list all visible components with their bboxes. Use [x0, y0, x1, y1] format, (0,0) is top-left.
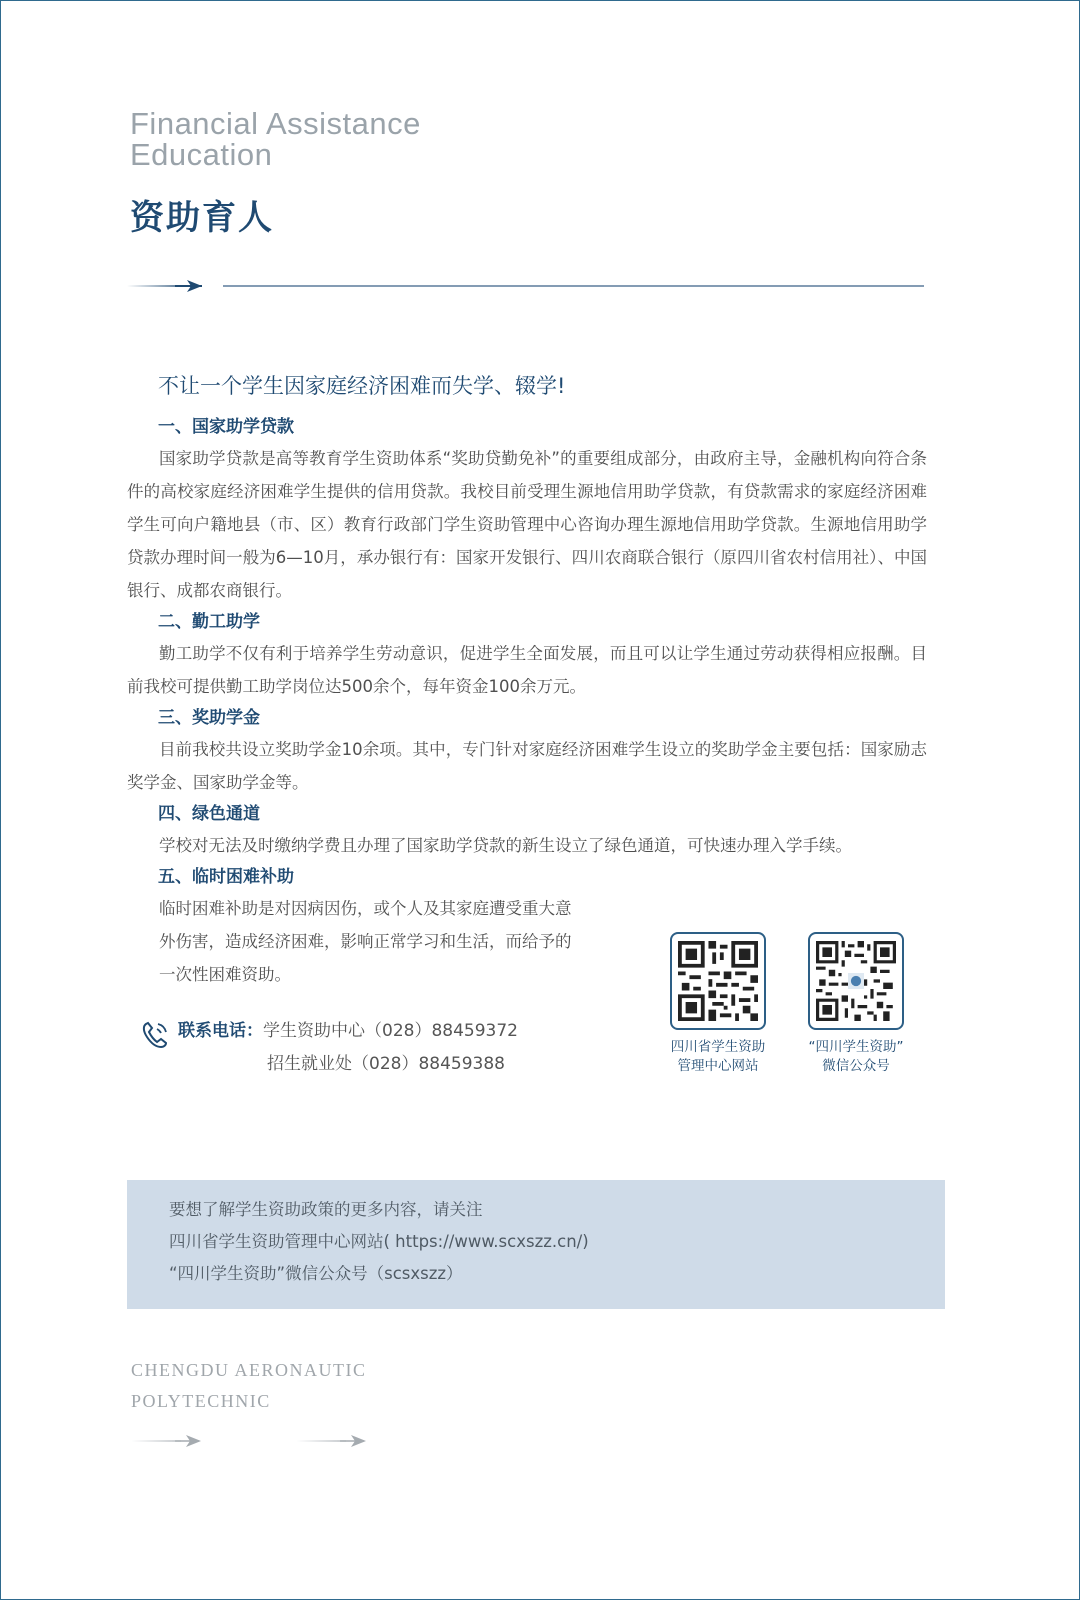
footer-line2: POLYTECHNIC	[131, 1391, 271, 1411]
qr-wechat	[801, 932, 911, 1076]
qr-code-icon	[678, 941, 758, 1021]
banner-website-link[interactable]: 四川省学生资助管理中心网站( https://www.scxszz.cn/)	[169, 1232, 589, 1251]
slogan: 不让一个学生因家庭经济困难而失学、辍学!	[158, 374, 566, 398]
footer-arrow-icon	[131, 1433, 206, 1449]
section-title-green-channel: 四、绿色通道	[158, 804, 260, 824]
english-title-line2: Education	[130, 137, 273, 172]
qr-code-icon	[816, 941, 896, 1021]
contact-label: 联系电话：	[178, 1021, 263, 1041]
section-title-loan: 一、国家助学贷款	[158, 417, 294, 437]
banner-line1: 要想了解学生资助政策的更多内容，请关注	[169, 1200, 483, 1219]
contact-phone-admissions: 招生就业处（028）88459388	[267, 1054, 505, 1074]
qr-wechat-caption	[801, 1038, 911, 1076]
footer-line1: CHENGDU AERONAUTIC	[131, 1360, 367, 1380]
section-title-work-study: 二、勤工助学	[158, 612, 260, 632]
contact-phone-aid-center: 学生资助中心（028）88459372	[263, 1021, 518, 1041]
section-body-loan: 国家助学贷款是高等教育学生资助体系“奖助贷勤免补”的重要组成部分，由政府主导，金融机构向符合条件的高校家庭经济困难学生提供的信用贷款。我校目前受理生源地信用助学贷款，有贷款需求的家庭经济困难学生可向户籍地县（市、区）教育行政部门学生资助管理中心咨询办理生源地信用助学贷款。生源地信用助学贷款办理时间一般为6—10月，承办银行有：国家开发银行、四川农商联合银行（原四川省农村信用社）、中国银行、成都农商银行。	[127, 449, 927, 600]
page-title: 资助育人	[130, 198, 274, 238]
qr-website-caption-line2: 管理中心网站	[677, 1058, 759, 1074]
qr-website-caption-line1: 四川省学生资助	[670, 1039, 766, 1055]
qr-wechat-caption-line2: 微信公众号	[822, 1058, 890, 1074]
qr-frame	[670, 932, 766, 1030]
qr-website	[663, 932, 773, 1076]
footer-school-name	[131, 1355, 367, 1417]
english-title	[130, 108, 421, 170]
section-title-scholarship: 三、奖助学金	[158, 708, 260, 728]
phone-icon	[140, 1020, 170, 1050]
footer-arrow-icon	[296, 1433, 371, 1449]
section-body-green-channel: 学校对无法及时缴纳学费且办理了国家助学贷款的新生设立了绿色通道，可快速办理入学手续。	[159, 836, 852, 855]
section-body-hardship: 临时困难补助是对因病因伤，或个人及其家庭遭受重大意外伤害，造成经济困难，影响正常学习和生活，而给予的一次性困难资助。	[159, 899, 572, 984]
policy-content	[127, 412, 927, 991]
qr-wechat-caption-line1: “四川学生资助”	[808, 1039, 904, 1055]
arrow-divider	[127, 278, 927, 294]
section-title-hardship: 五、临时困难补助	[158, 867, 294, 887]
section-body-scholarship: 目前我校共设立奖助学金10余项。其中，专门针对家庭经济困难学生设立的奖助学金主要包括：国家励志奖学金、国家助学金等。	[127, 740, 927, 792]
banner-wechat: “四川学生资助”微信公众号（scsxszz）	[169, 1264, 463, 1283]
english-title-line1: Financial Assistance	[130, 106, 421, 141]
qr-website-caption	[663, 1038, 773, 1076]
arrow-icon	[127, 280, 202, 292]
qr-frame	[808, 932, 904, 1030]
info-banner	[127, 1180, 945, 1309]
section-body-work-study: 勤工助学不仅有利于培养学生劳动意识，促进学生全面发展，而且可以让学生通过劳动获得相应报酬。目前我校可提供勤工助学岗位达500余个，每年资金100余万元。	[127, 644, 927, 696]
